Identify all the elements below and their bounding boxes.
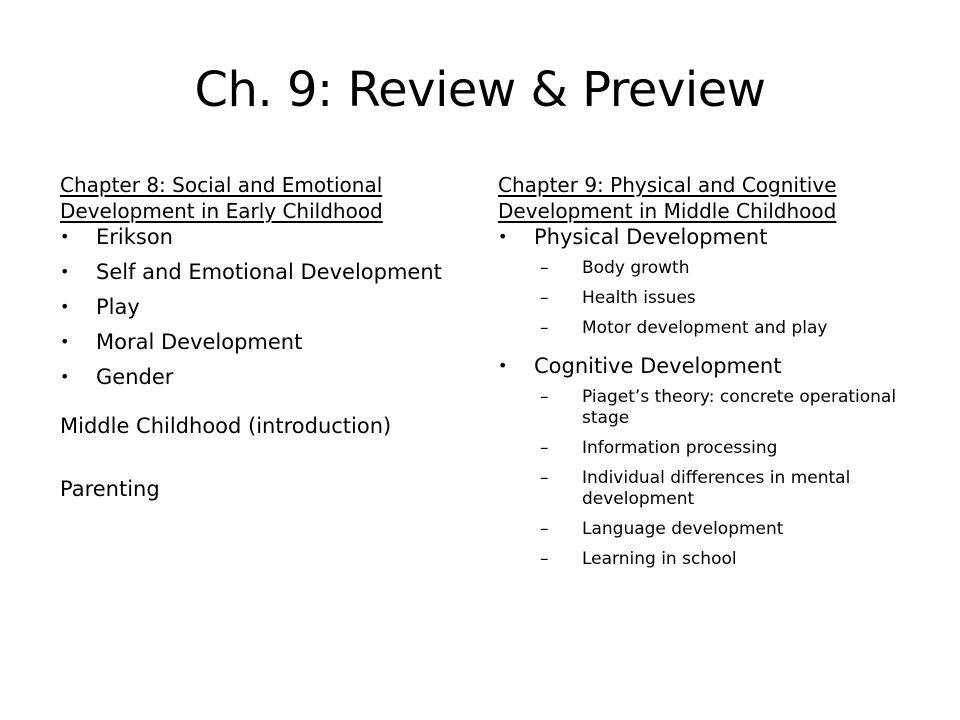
list-item-label: Moral Development <box>96 330 303 354</box>
sub-list-item-label: Individual differences in mental development <box>582 468 851 509</box>
bullet-icon: • <box>498 356 508 375</box>
dash-icon: – <box>540 258 549 278</box>
section-cognitive-development <box>498 353 908 570</box>
parenting-text: Parenting <box>60 477 160 501</box>
slide-title: Ch. 9: Review & Preview <box>194 62 766 118</box>
sub-list-item-label: Language development <box>582 519 784 539</box>
bullet-icon: • <box>60 367 70 386</box>
dash-icon: – <box>540 468 549 488</box>
left-column <box>60 172 460 502</box>
dash-icon: – <box>540 387 549 407</box>
cognitive-subtopic-list <box>534 387 908 570</box>
dash-icon: – <box>540 519 549 539</box>
sub-list-item <box>540 549 908 570</box>
sub-list-item-label: Learning in school <box>582 549 737 569</box>
dash-icon: – <box>540 318 549 338</box>
physical-subtopic-list <box>534 258 908 339</box>
sub-list-item-label: Piaget’s theory: concrete operational stage <box>582 387 897 428</box>
bullet-icon: • <box>60 262 70 281</box>
sub-list-item <box>540 519 908 540</box>
section-physical-development <box>498 224 908 339</box>
chapter-8-heading: Chapter 8: Social and Emotional Development in Early Childhood <box>60 173 383 223</box>
sub-list-item <box>540 387 908 429</box>
list-item-label: Erikson <box>96 225 173 249</box>
section-label: Cognitive Development <box>534 354 782 378</box>
bullet-icon: • <box>60 297 70 316</box>
dash-icon: – <box>540 549 549 569</box>
list-item <box>60 224 460 250</box>
section-label: Physical Development <box>534 225 768 249</box>
sub-list-item <box>540 438 908 459</box>
sub-list-item <box>540 288 908 309</box>
middle-childhood-text: Middle Childhood (introduction) <box>60 414 392 438</box>
list-item <box>60 329 460 355</box>
sub-list-item <box>540 468 908 510</box>
chapter-8-topic-list <box>60 224 460 390</box>
dash-icon: – <box>540 288 549 308</box>
list-item <box>60 364 460 390</box>
sub-list-item-label: Body growth <box>582 258 690 278</box>
sub-list-item <box>540 318 908 339</box>
list-item <box>60 259 460 285</box>
bullet-icon: • <box>498 227 508 246</box>
list-item-label: Play <box>96 295 140 319</box>
bullet-icon: • <box>60 227 70 246</box>
sub-list-item-label: Information processing <box>582 438 778 458</box>
right-column <box>498 172 908 579</box>
chapter-9-heading: Chapter 9: Physical and Cognitive Development in Middle Childhood <box>498 173 837 223</box>
sub-list-item <box>540 258 908 279</box>
sub-list-item-label: Motor development and play <box>582 318 828 338</box>
sub-list-item-label: Health issues <box>582 288 696 308</box>
list-item <box>60 294 460 320</box>
list-item-label: Gender <box>96 365 174 389</box>
chapter-9-topic-list <box>498 224 908 570</box>
bullet-icon: • <box>60 332 70 351</box>
dash-icon: – <box>540 438 549 458</box>
list-item-label: Self and Emotional Development <box>96 260 442 284</box>
